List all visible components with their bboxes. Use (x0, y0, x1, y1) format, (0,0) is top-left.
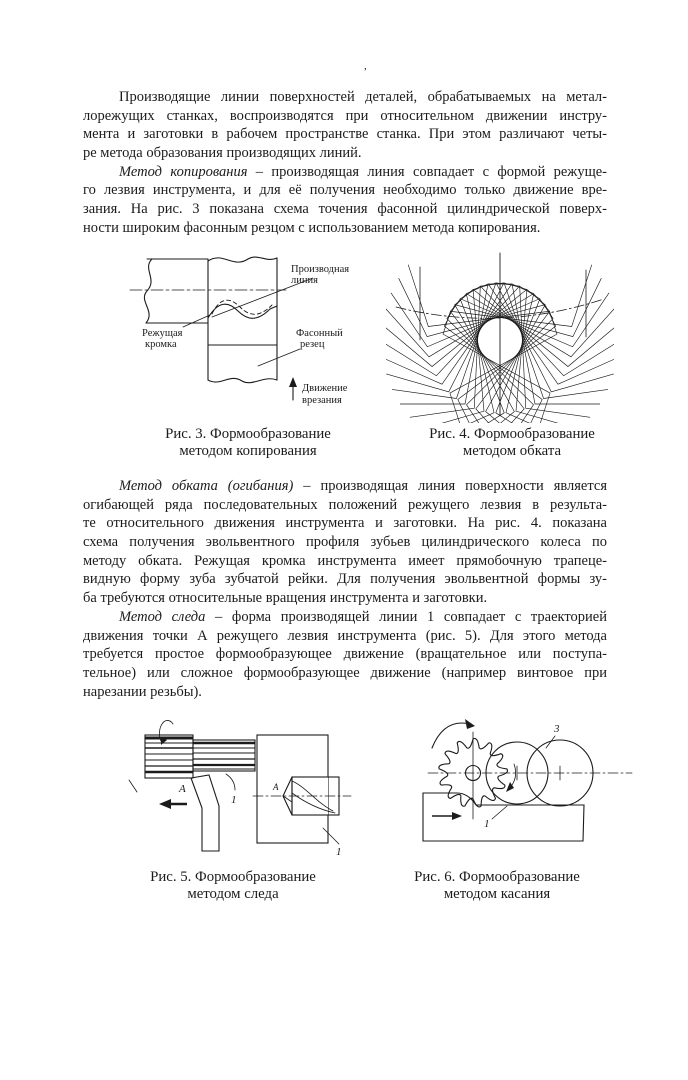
label-line-1-drilling: 1 (336, 846, 342, 858)
caption-line: Рис. 5. Формообразование (150, 869, 316, 885)
paragraph-intro (83, 88, 607, 163)
figure-6-drawing (418, 710, 638, 860)
leader-line-1-drill (323, 828, 339, 844)
figure-4-caption (397, 426, 627, 460)
caption-line: методом следа (187, 885, 279, 902)
drilling-subfigure (253, 735, 351, 858)
figure-3-caption (133, 426, 363, 460)
label-infeed-motion: Движение (302, 383, 348, 394)
turning-subfigure (129, 720, 255, 851)
text-line: Производящие линии поверхностей деталей, обрабатываемых на метал- (119, 89, 607, 105)
label-trace-line-1: 1 (484, 818, 490, 830)
figure-5-drawing (103, 714, 355, 864)
label-line-1-turning: 1 (231, 794, 237, 806)
text-line: го лезвия инструмента, и для её получения необходимо только движение вре- (83, 182, 607, 199)
text-line (83, 163, 607, 182)
label-producing-line-2: линия (291, 275, 318, 286)
label-cutting-edge: Режущая (142, 328, 183, 339)
figure-6-caption (382, 869, 612, 903)
text-line: ре метода образования производящих линий. (83, 145, 362, 162)
workpiece (423, 793, 584, 841)
caption-line: методом касания (443, 885, 551, 902)
figure-3-drawing (98, 250, 370, 420)
text-line (83, 477, 607, 496)
method-name-italic: Метод обката (огибания) (119, 478, 294, 494)
reference-lines (396, 253, 604, 415)
label-producing-line: Производная (291, 264, 350, 275)
feed-arrow-left (159, 799, 187, 809)
shaft-shading-small (193, 743, 255, 769)
label-cutting-edge-2: кромка (145, 339, 177, 350)
text-line: движения точки А режущего лезвия инструмента (рис. 5). Для этого метода (83, 627, 607, 644)
text-line: тельное) или сложное формообразующее движение (например винтовое при (83, 664, 607, 681)
text-line: нарезании резьбы). (83, 683, 202, 700)
text-line: огибающей ряда последовательных положений режущего лезвия в результа- (83, 496, 607, 513)
label-form-tool: Фасонный (296, 328, 343, 339)
method-name-italic: Метод следа (119, 608, 206, 625)
paragraph-trace-method (83, 608, 607, 701)
feed-arrow-right (432, 812, 462, 820)
infeed-arrow (289, 377, 297, 400)
text-line: ба требуются относительные вращения инструмента и заготовки. (83, 590, 488, 607)
text-line: методу обката. Режущая кромка инструмента имеет прямобочную трапеце- (83, 552, 607, 569)
leader-lines (183, 278, 313, 366)
text-line: видную форму зуба зубчатой рейки. Для получения эвольвентной формы зу- (83, 571, 607, 588)
text-line (83, 608, 607, 627)
label-point-a-turning: А (179, 783, 186, 795)
cutting-tool (191, 775, 219, 851)
text-line: требуется простое формообразующее движение (вращательное или поступа- (83, 646, 607, 663)
text-line: лорежущих станках, воспроизводятся при относительном движении инстру- (83, 107, 607, 124)
paragraph-copy-method (83, 163, 607, 238)
label-form-tool-2: резец (300, 339, 325, 350)
plunge-arrow (506, 764, 516, 792)
text-line: схема получения эвольвентного профиля зубьев цилиндрического колеса по (83, 534, 607, 551)
caption-line: методом копирования (179, 442, 317, 459)
label-point-a-drilling: А (273, 782, 279, 792)
rotation-arrow (432, 719, 475, 748)
text-line-rest: – форма производящей линии 1 совпадает с траекторией (205, 608, 607, 625)
leader-line-1 (226, 774, 235, 790)
text-line: мента и заготовки в рабочем пространстве станка. При этом различают четы- (83, 126, 607, 143)
body-text-lower (83, 477, 607, 701)
body-text-upper (83, 88, 607, 238)
caption-line: Рис. 4. Формообразование (429, 426, 595, 442)
text-line-rest: – производящая линия поверхности является (293, 478, 607, 494)
leader-line-1 (492, 806, 507, 819)
paragraph-rolling-method (83, 477, 607, 608)
caption-line: методом обката (462, 442, 562, 459)
figure-5-caption (118, 869, 348, 903)
text-line: ности широким фасонным резцом с использованием метода копирования. (83, 219, 541, 236)
workpiece-and-tool-outline (144, 257, 277, 383)
label-infeed-motion-2: врезания (302, 395, 342, 406)
figure-4-drawing (386, 243, 614, 423)
stray-print-mark: , (364, 60, 367, 72)
shaft-shading-large (145, 738, 193, 772)
label-circle-3: 3 (554, 723, 560, 735)
text-line-rest: – производящая линия совпадает с формой режуще- (247, 163, 607, 180)
caption-line: Рис. 6. Формообразование (414, 869, 580, 885)
text-line: зания. На рис. 3 показана схема точения фасонной цилиндрической поверх- (83, 201, 607, 218)
method-name-italic: Метод копирования (119, 163, 248, 180)
text-line: те относительного движения инструмента и заготовки. На рис. 4. показана (83, 515, 607, 532)
rotation-arrow (159, 720, 173, 745)
caption-line: Рис. 3. Формообразование (165, 426, 331, 442)
